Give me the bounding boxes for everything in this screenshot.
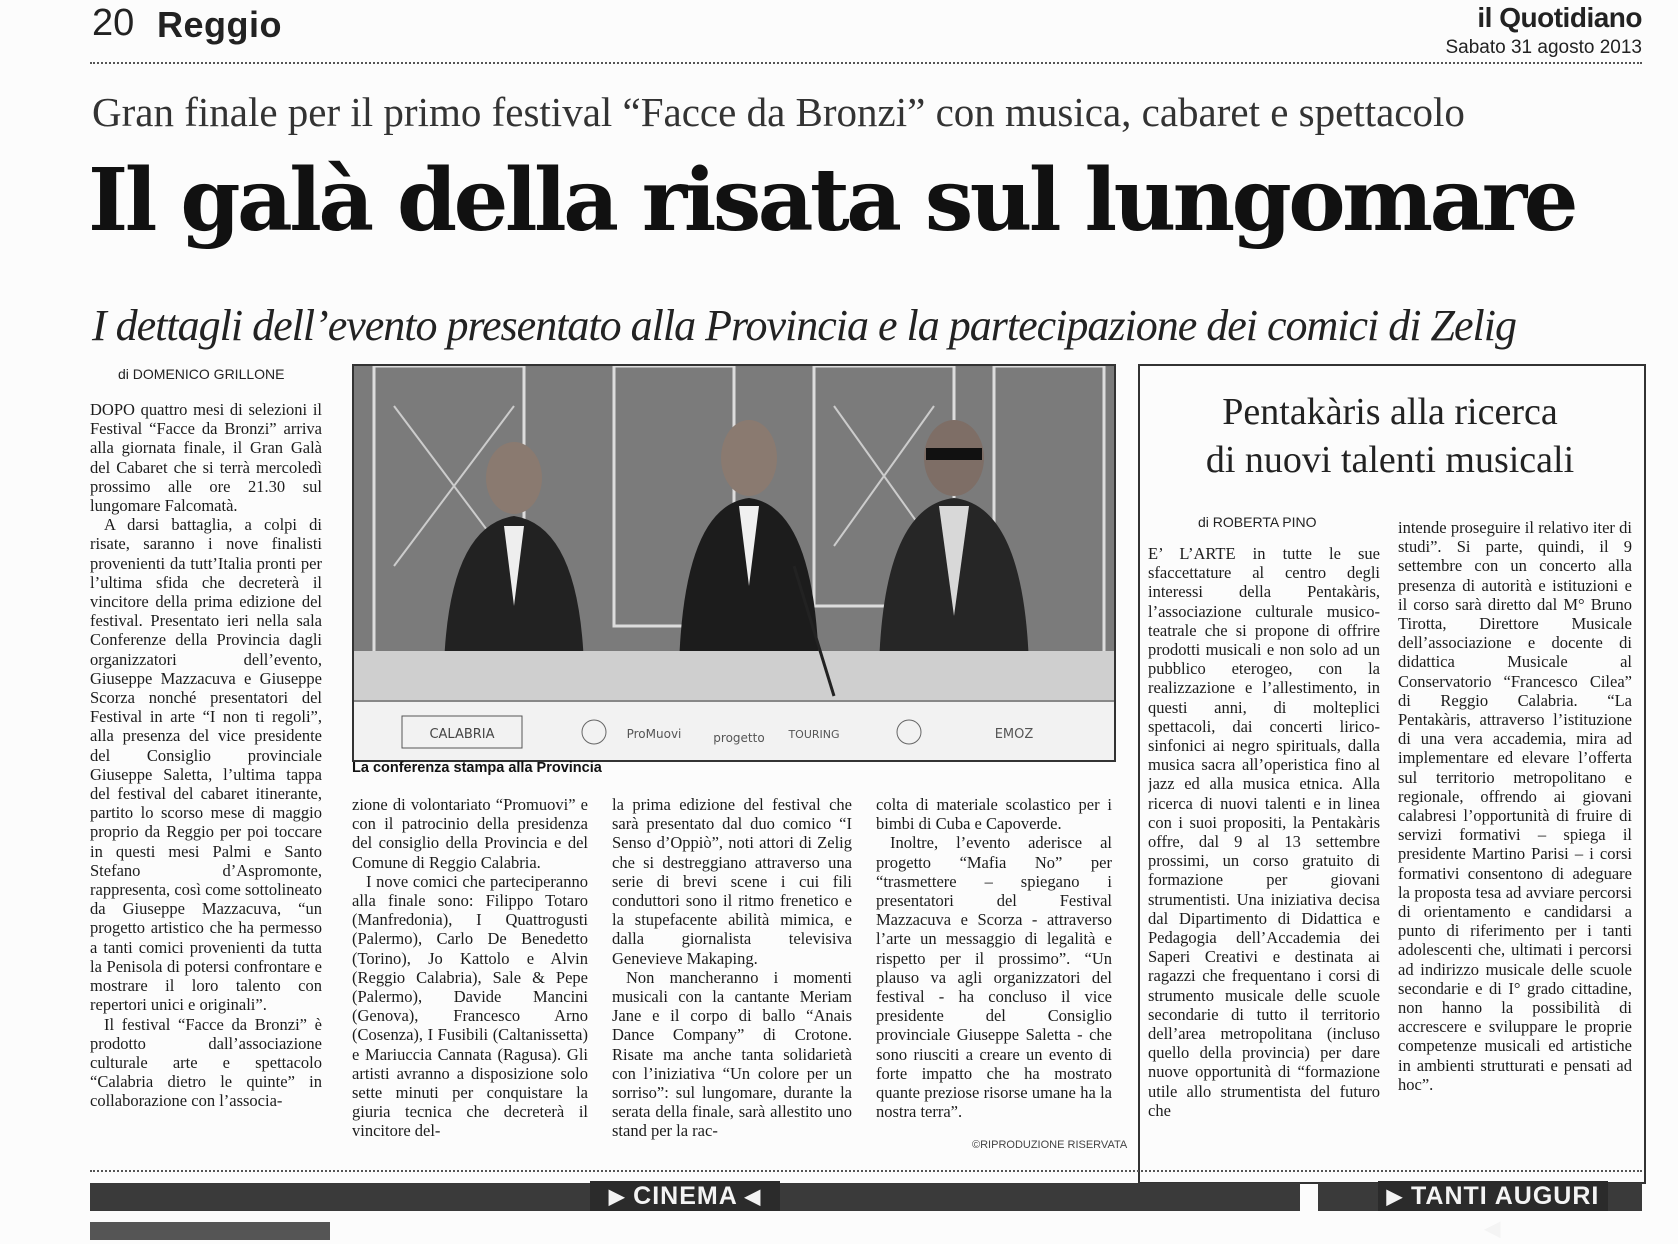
svg-text:CALABRIA: CALABRIA [429, 727, 495, 742]
article-kicker: Gran finale per il primo festival “Facce da Bronzi” con musica, cabaret e spettacolo [92, 89, 1465, 135]
article-byline: di DOMENICO GRILLONE [118, 366, 285, 382]
auguri-label: TANTI AUGURI [1410, 1182, 1600, 1210]
triangle-left-icon: ◀ [744, 1186, 762, 1209]
sidebar-paragraph: E’ L’ARTE in tutte le sue sfaccettature al centro degli interessi della Pentakàris, l’associazione culturale musico-teatrale che si propone di offrire prodotti musicali e non solo ad un pubblico eterogeo, con la realizzazione e l’allestimento, in questi anni, di molteplici spettacoli, dai concerti lirico-sinfonici ai negro spirituals, dalla musica sacra all’operistica fino al jazz ed alla musica etnica. Alla ricerca di nuovi talenti e in linea con i suoi propositi, la Pentakàris offre, dal 9 al 13 settembre prossimi, un corso gratuito di formazione per giovani strumentisti. Una iniziativa decisa dal Dipartimento di Didattica e Pedagogia dell’Accademia dei Saperi Creativi e destinata ai ragazzi che frequentano i corsi di strumento musicale delle scuole secondarie di tutto il territorio dell’area metropolitana (incluso quello della provincia) per dare nuove opportunità di “formazione utile allo strumentista del futuro che [1148, 544, 1380, 1120]
article-paragraph: Il festival “Facce da Bronzi” è prodotto dall’associazione culturale arte e spettacolo “Calabria dietro le quinte” in collaborazione con l’associa- [90, 1014, 322, 1111]
svg-text:ProMuovi: ProMuovi [626, 727, 682, 741]
sidebar-column-1 [1148, 544, 1380, 1172]
article-paragraph: zione di volontariato “Promuovi” e con il patrocinio della presidenza del consiglio della Provincia e del Comune di Reggio Calabria. [352, 795, 588, 872]
article-column-2 [352, 795, 588, 1165]
sidebar-title-line: di nuovi talenti musicali [1205, 439, 1575, 481]
auguri-bar-right [1608, 1183, 1642, 1211]
triangle-left-icon: ◀ [1484, 1217, 1502, 1240]
article-paragraph: colta di materiale scolastico per i bimbi di Cuba e Capoverde. [876, 795, 1112, 834]
svg-text:TOURING: TOURING [788, 728, 840, 741]
article-paragraph: I nove comici che parteciperanno alla finale sono: Filippo Totaro (Manfredonia), I Quattrogusti (Palermo), Carlo De Benedetto (Torino), Jo Kattolo e Alvin (Reggio Calabria), Sale & Pepe (Palermo), Davide Mancini (Genova), Francesco Arno (Cosenza), I Fusibili (Caltanissetta) e Mariuccia Cannata (Ragusa). Gli artisti avranno a disposizione solo sette minuti per conquistare la giuria tecnica che decreterà il vincitore del- [352, 871, 588, 1141]
photo-caption: La conferenza stampa alla Provincia [352, 760, 602, 776]
press-conference-photo [352, 364, 1116, 762]
article-subhead: I dettagli dell’evento presentato alla Provincia e la partecipazione dei comici di Zelig [92, 301, 1516, 350]
footer-strip [90, 1222, 330, 1240]
sidebar-byline: di ROBERTA PINO [1198, 514, 1317, 530]
issue-date: Sabato 31 agosto 2013 [1445, 37, 1642, 58]
article-paragraph: Non mancheranno i momenti musicali con la cantante Meriam Jane e il corpo di ballo “Anais Dance Company” di Crotone. Risate ma anche tanta solidarietà con l’iniziativa “Un colore per un sorriso”: sul lungomare, durante la serata della finale, sarà allestito uno stand per la rac- [612, 967, 852, 1141]
cinema-label: CINEMA [633, 1182, 737, 1210]
newspaper-logo: il Quotidiano [1477, 2, 1642, 33]
sidebar-title [1138, 388, 1642, 484]
cinema-bar-right [780, 1183, 1300, 1211]
svg-text:progetto: progetto [713, 731, 765, 745]
triangle-right-icon: ▶ [1386, 1186, 1404, 1209]
article-paragraph: Inoltre, l’evento aderisce al progetto “Mafia No” per “trasmettere – spiegano i presentatori del Festival Mazzacuva e Scorza - attraverso l’arte un messaggio di legalità e rispetto per il prossimo”. “Un plauso va agli organizzatori del festival - ha concluso il vice presidente del Consiglio provinciale Giuseppe Saletta - che sono riusciti a creare un evento di forte impatto che ha mostrato quante preziose risorse umane ha la nostra terra”. [876, 833, 1112, 1122]
page-number: 20 [92, 2, 135, 44]
cinema-bar-left [90, 1183, 590, 1211]
copyright-notice: ©RIPRODUZIONE RISERVATA [972, 1139, 1128, 1151]
sidebar-title-line: Pentakàris alla ricerca [1222, 391, 1558, 433]
article-column-3 [612, 795, 852, 1165]
svg-text:EMOZ: EMOZ [994, 727, 1034, 742]
top-divider [90, 62, 1642, 64]
sidebar-column-2 [1398, 518, 1632, 1172]
triangle-right-icon: ▶ [608, 1186, 626, 1209]
article-column-1 [90, 400, 322, 1172]
article-paragraph: DOPO quattro mesi di selezioni il Festival “Facce da Bronzi” arriva alla giornata finale, il Gran Galà del Cabaret che si terrà mercoledì prossimo alle ore 21.30 sul lungomare Falcomatà. [90, 400, 322, 516]
section-name: Reggio [157, 4, 282, 45]
bottom-divider [90, 1170, 1642, 1172]
cinema-banner [590, 1181, 780, 1211]
article-paragraph: la prima edizione del festival che sarà presentato dal duo comico “I Senso d’Oppiò”, noti attori di Zelig che si destreggiano attraverso una serie di brevi scene i cui fili conduttori sono il ritmo frenetico e la stupefacente abilità mimica, e dalla giornalista televisiva Genevieve Makaping. [612, 795, 852, 968]
article-column-4 [876, 795, 1112, 1135]
auguri-banner [1378, 1181, 1608, 1240]
auguri-bar-left [1318, 1183, 1378, 1211]
sidebar-paragraph: intende proseguire il relativo iter di studi”. Si parte, quindi, il 9 settembre con un concerto alla presenza di autorità e istituzioni e il corso sarà diretto dal M° Bruno Tirotta, Direttore Musicale dell’associazione e docente di didattica Musicale al Conservatorio “Francesco Cilea” di Reggio Calabria. “La Pentakàris, attraverso l’istituzione di una vera accademia, mira ad implementare ed elevare l’offerta sul territorio metropolitano e regionale, offrendo ai giovani calabresi l’opportunità di fruire di servizi formativi – spiega il presidente Martino Parisi – i corsi formativi consentono di adeguare la proposta tesa ad avviare percorsi di orientamento e candidarsi a punto di riferimento per i tanti adolescenti che, ultimati i percorsi ad indirizzo musicale delle scuole secondarie e di I° grado cittadine, non hanno la possibilità di accrescere e sviluppare le proprie competenze musicali ed artistiche in ambienti strutturati e pensati ad hoc”. [1398, 518, 1632, 1094]
article-paragraph: A darsi battaglia, a colpi di risate, saranno i nove finalisti provenienti da tutt’Italia pronti per l’ultima sfida che decreterà il vincitore della prima edizione del festival. Presentato ieri nella sala Conferenze della Provincia dagli organizzatori dell’evento, Giuseppe Mazzacuva e Giuseppe Scorza nonché presentatori del Festival in arte “I non ti regoli”, alla presenza del vice presidente del Consiglio provinciale Giuseppe Saletta, l’ultima tappa del festival del cabaret itinerante, partito lo scorso mese di maggio proprio da Reggio per poi toccare in questi mesi Palmi e Santo Stefano d’Aspromonte, rappresenta, così come sottolineato da Giuseppe Mazzacuva, “un progetto artistico che ha permesso a tanti comici provenienti da tutta la Penisola di potersi confrontare e mostrare il loro talento con repertori unici e originali”. [90, 515, 322, 1015]
article-headline: Il galà della risata sul lungomare [88, 150, 1575, 251]
